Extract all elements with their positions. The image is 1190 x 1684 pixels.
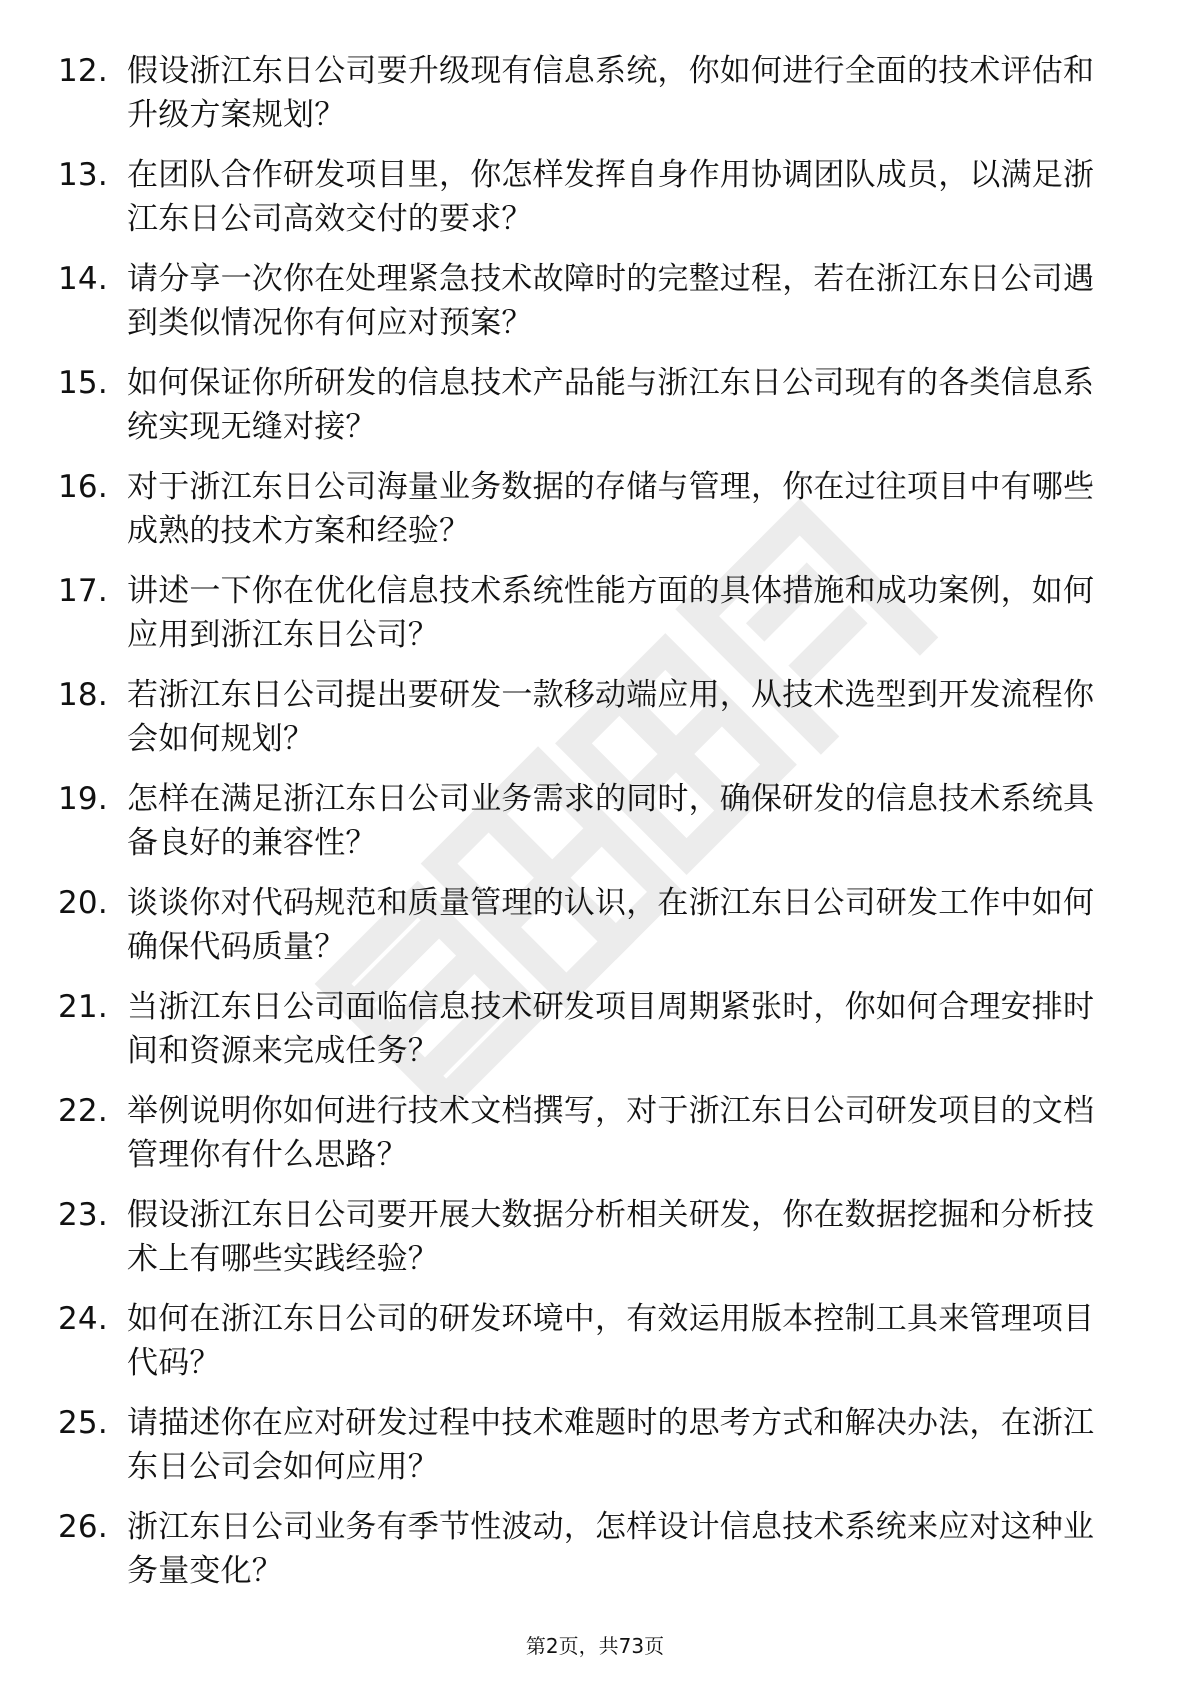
question-text: 如何保证你所研发的信息技术产品能与浙江东日公司现有的各类信息系统实现无缝对接？	[127, 365, 1095, 445]
question-number: 16.	[58, 469, 108, 505]
list-item	[58, 985, 1118, 1089]
question-text: 请描述你在应对研发过程中技术难题时的思考方式和解决办法，在浙江东日公司会如何应用？	[127, 1405, 1095, 1485]
list-item	[58, 1089, 1118, 1193]
list-item	[58, 777, 1118, 881]
question-text: 在团队合作研发项目里，你怎样发挥自身作用协调团队成员，以满足浙江东日公司高效交付的要求？	[127, 157, 1095, 237]
list-item	[58, 1401, 1118, 1505]
question-text: 举例说明你如何进行技术文档撰写，对于浙江东日公司研发项目的文档管理你有什么思路？	[127, 1093, 1095, 1173]
question-text: 如何在浙江东日公司的研发环境中，有效运用版本控制工具来管理项目代码？	[127, 1301, 1095, 1381]
question-number: 14.	[58, 261, 108, 297]
question-text: 假设浙江东日公司要升级现有信息系统，你如何进行全面的技术评估和升级方案规划？	[127, 53, 1095, 133]
list-item	[58, 257, 1118, 361]
page-footer	[0, 1633, 1190, 1659]
question-number: 21.	[58, 989, 108, 1025]
question-text: 谈谈你对代码规范和质量管理的认识，在浙江东日公司研发工作中如何确保代码质量？	[127, 885, 1095, 965]
question-number: 22.	[58, 1093, 108, 1129]
question-text: 对于浙江东日公司海量业务数据的存储与管理，你在过往项目中有哪些成熟的技术方案和经验？	[127, 469, 1095, 549]
question-text: 浙江东日公司业务有季节性波动，怎样设计信息技术系统来应对这种业务量变化？	[127, 1509, 1095, 1589]
question-number: 25.	[58, 1405, 108, 1441]
question-number: 15.	[58, 365, 108, 401]
question-number: 19.	[58, 781, 108, 817]
list-item	[58, 673, 1118, 777]
list-item	[58, 153, 1118, 257]
question-number: 20.	[58, 885, 108, 921]
list-item	[58, 49, 1118, 153]
list-item	[58, 881, 1118, 985]
question-number: 18.	[58, 677, 108, 713]
list-item	[58, 569, 1118, 673]
question-text: 请分享一次你在处理紧急技术故障时的完整过程，若在浙江东日公司遇到类似情况你有何应对预案？	[127, 261, 1095, 341]
list-item	[58, 1297, 1118, 1401]
question-number: 12.	[58, 53, 108, 89]
question-text: 讲述一下你在优化信息技术系统性能方面的具体措施和成功案例，如何应用到浙江东日公司？	[127, 573, 1095, 653]
list-item	[58, 1505, 1118, 1609]
question-number: 17.	[58, 573, 108, 609]
list-item	[58, 1193, 1118, 1297]
question-list	[58, 49, 1118, 1609]
page-number-label: 第2页，共73页	[525, 1634, 665, 1658]
question-number: 13.	[58, 157, 108, 193]
question-text: 当浙江东日公司面临信息技术研发项目周期紧张时，你如何合理安排时间和资源来完成任务？	[127, 989, 1095, 1069]
question-number: 23.	[58, 1197, 108, 1233]
question-text: 若浙江东日公司提出要研发一款移动端应用，从技术选型到开发流程你会如何规划？	[127, 677, 1095, 757]
list-item	[58, 465, 1118, 569]
question-text: 假设浙江东日公司要开展大数据分析相关研发，你在数据挖掘和分析技术上有哪些实践经验？	[127, 1197, 1095, 1277]
list-item	[58, 361, 1118, 465]
question-number: 26.	[58, 1509, 108, 1545]
question-number: 24.	[58, 1301, 108, 1337]
question-text: 怎样在满足浙江东日公司业务需求的同时，确保研发的信息技术系统具备良好的兼容性？	[127, 781, 1095, 861]
